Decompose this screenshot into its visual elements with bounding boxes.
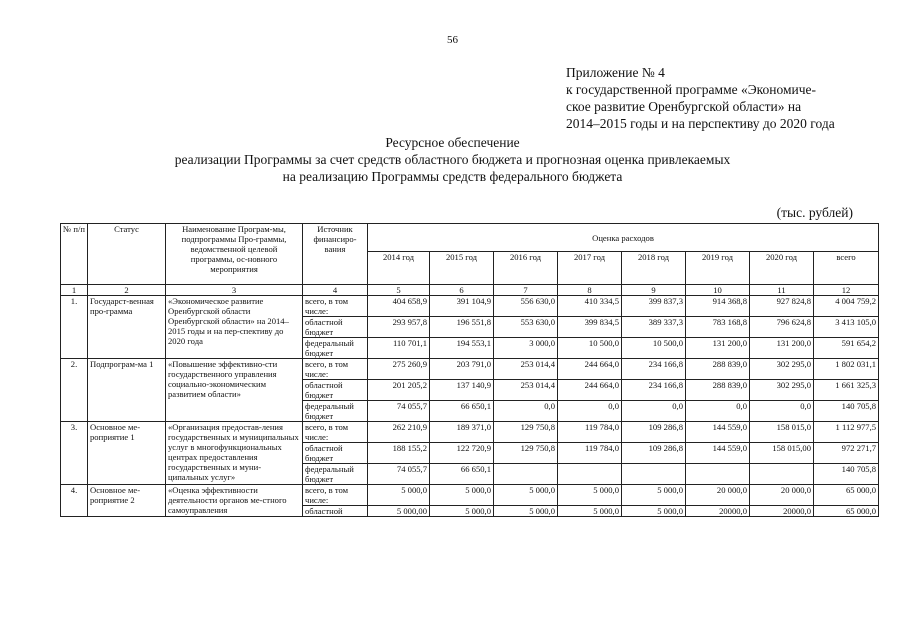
- column-number: 12: [814, 285, 879, 296]
- row-total: 140 705,8: [814, 464, 879, 485]
- row-value: 5 000,0: [558, 485, 622, 506]
- row-value: 404 658,9: [368, 296, 430, 317]
- row-value: 66 650,1: [430, 464, 494, 485]
- row-value: 10 500,0: [558, 338, 622, 359]
- header-year: 2014 год: [368, 252, 430, 285]
- row-value: 0,0: [622, 401, 686, 422]
- row-value: 914 368,8: [686, 296, 750, 317]
- table-row: [61, 422, 879, 443]
- row-source: федеральный бюджет: [303, 464, 368, 485]
- row-value: 109 286,8: [622, 422, 686, 443]
- row-value: 389 337,3: [622, 317, 686, 338]
- row-total: 65 000,0: [814, 506, 879, 517]
- row-source: всего, в том числе:: [303, 359, 368, 380]
- header-costs: Оценка расходов: [368, 224, 879, 252]
- row-number: 2.: [61, 359, 88, 422]
- header-year: 2017 год: [558, 252, 622, 285]
- row-value: 20 000,0: [686, 485, 750, 506]
- row-value: 0,0: [558, 401, 622, 422]
- row-value: 302 295,0: [750, 380, 814, 401]
- row-number: 3.: [61, 422, 88, 485]
- row-value: 5 000,0: [494, 485, 558, 506]
- row-value: 189 371,0: [430, 422, 494, 443]
- row-value: 5 000,0: [494, 506, 558, 517]
- column-number-row: [61, 285, 879, 296]
- row-value: 66 650,1: [430, 401, 494, 422]
- row-name: «Повышение эффективно-сти государственного управления социально-экономическим развитием области»: [166, 359, 303, 422]
- appendix-header: [566, 64, 866, 132]
- row-value: 203 791,0: [430, 359, 494, 380]
- row-status: Государст-венная про-грамма: [88, 296, 166, 359]
- table-row: [61, 485, 879, 506]
- row-value: 234 166,8: [622, 380, 686, 401]
- row-value: 131 200,0: [686, 338, 750, 359]
- appendix-line: ское развитие Оренбургской области» на: [566, 99, 802, 114]
- row-name: «Организация предостав-ления государственных и муниципальных услуг в многофункциональных центрах предоставления государственных и муни-ципальных услуг»: [166, 422, 303, 485]
- row-source: областной бюджет: [303, 380, 368, 401]
- column-number: 7: [494, 285, 558, 296]
- row-value: 196 551,8: [430, 317, 494, 338]
- row-value: 5 000,0: [430, 506, 494, 517]
- column-number: 9: [622, 285, 686, 296]
- appendix-line: 2014–2015 годы и на перспективу до 2020 года: [566, 116, 835, 131]
- column-number: 3: [166, 285, 303, 296]
- row-value: 74 055,7: [368, 401, 430, 422]
- row-value: 122 720,9: [430, 443, 494, 464]
- header-year: 2020 год: [750, 252, 814, 285]
- row-value: 129 750,8: [494, 443, 558, 464]
- row-source: всего, в том числе:: [303, 485, 368, 506]
- row-value: 288 839,0: [686, 380, 750, 401]
- header-year: 2019 год: [686, 252, 750, 285]
- row-source: федеральный бюджет: [303, 401, 368, 422]
- units-label: (тыс. рублей): [776, 205, 853, 220]
- row-name: «Экономическое развитие Оренбургской области Оренбургской области» на 2014–2015 годы и на пер-спективу до 2020 года: [166, 296, 303, 359]
- row-value: 131 200,0: [750, 338, 814, 359]
- row-value: 110 701,1: [368, 338, 430, 359]
- row-value: 244 664,0: [558, 359, 622, 380]
- resource-table: [60, 223, 879, 517]
- row-value: [622, 464, 686, 485]
- row-total: 4 004 759,2: [814, 296, 879, 317]
- row-source: всего, в том числе:: [303, 296, 368, 317]
- row-value: 253 014,4: [494, 380, 558, 401]
- resource-table-container: [60, 223, 878, 517]
- row-value: 119 784,0: [558, 443, 622, 464]
- row-status: Основное ме-роприятие 2: [88, 485, 166, 517]
- row-total: 1 661 325,3: [814, 380, 879, 401]
- row-value: 188 155,2: [368, 443, 430, 464]
- row-value: 109 286,8: [622, 443, 686, 464]
- title-line: Ресурсное обеспечение: [385, 135, 520, 150]
- row-source: федеральный бюджет: [303, 338, 368, 359]
- column-number: 10: [686, 285, 750, 296]
- column-number: 5: [368, 285, 430, 296]
- row-value: 137 140,9: [430, 380, 494, 401]
- row-value: 556 630,0: [494, 296, 558, 317]
- header-status: Статус: [88, 224, 166, 285]
- row-value: 293 957,8: [368, 317, 430, 338]
- row-value: 5 000,0: [622, 485, 686, 506]
- row-value: 0,0: [686, 401, 750, 422]
- row-source: всего, в том числе:: [303, 422, 368, 443]
- row-value: 5 000,0: [622, 506, 686, 517]
- row-value: 783 168,8: [686, 317, 750, 338]
- row-value: 0,0: [494, 401, 558, 422]
- row-total: 591 654,2: [814, 338, 879, 359]
- row-value: 74 055,7: [368, 464, 430, 485]
- row-value: 158 015,00: [750, 443, 814, 464]
- row-total: 140 705,8: [814, 401, 879, 422]
- table-body: [61, 296, 879, 517]
- row-value: 410 334,5: [558, 296, 622, 317]
- row-value: 144 559,0: [686, 422, 750, 443]
- page-number: 56: [447, 34, 458, 46]
- document-title: [60, 134, 845, 185]
- row-total: 972 271,7: [814, 443, 879, 464]
- row-value: 5 000,00: [368, 506, 430, 517]
- row-value: 5 000,0: [368, 485, 430, 506]
- row-value: 10 500,0: [622, 338, 686, 359]
- row-name: «Оценка эффективности деятельности органов ме-стного самоуправления: [166, 485, 303, 517]
- column-number: 1: [61, 285, 88, 296]
- column-number: 6: [430, 285, 494, 296]
- row-value: 201 205,2: [368, 380, 430, 401]
- header-name: Наименование Програм-мы, подпрограммы Про-граммы, ведомственной целевой программы, ос-новного мероприятия: [166, 224, 303, 285]
- row-value: 234 166,8: [622, 359, 686, 380]
- header-total: всего: [814, 252, 879, 285]
- row-source: областной бюджет: [303, 443, 368, 464]
- row-value: 5 000,0: [558, 506, 622, 517]
- appendix-line: к государственной программе «Экономиче-: [566, 82, 817, 97]
- row-source: областной: [303, 506, 368, 517]
- row-value: 20000,0: [686, 506, 750, 517]
- row-value: 796 624,8: [750, 317, 814, 338]
- row-value: [686, 464, 750, 485]
- row-value: 244 664,0: [558, 380, 622, 401]
- row-value: 20000,0: [750, 506, 814, 517]
- row-value: 553 630,0: [494, 317, 558, 338]
- row-value: 119 784,0: [558, 422, 622, 443]
- row-value: [750, 464, 814, 485]
- row-value: [558, 464, 622, 485]
- table-row: [61, 296, 879, 317]
- header-source: Источник финансиро-вания: [303, 224, 368, 285]
- column-number: 2: [88, 285, 166, 296]
- row-value: 399 834,5: [558, 317, 622, 338]
- table-row: [61, 359, 879, 380]
- row-value: 0,0: [750, 401, 814, 422]
- header-num: № п/п: [61, 224, 88, 285]
- column-number: 11: [750, 285, 814, 296]
- row-value: 927 824,8: [750, 296, 814, 317]
- row-value: 129 750,8: [494, 422, 558, 443]
- row-value: 262 210,9: [368, 422, 430, 443]
- row-value: 391 104,9: [430, 296, 494, 317]
- title-line: реализации Программы за счет средств областного бюджета и прогнозная оценка привлекаемых: [174, 152, 731, 167]
- row-value: 302 295,0: [750, 359, 814, 380]
- row-total: 65 000,0: [814, 485, 879, 506]
- row-number: 1.: [61, 296, 88, 359]
- row-value: 275 260,9: [368, 359, 430, 380]
- header-year: 2015 год: [430, 252, 494, 285]
- row-value: 3 000,0: [494, 338, 558, 359]
- row-value: [494, 464, 558, 485]
- row-number: 4.: [61, 485, 88, 517]
- header-year: 2016 год: [494, 252, 558, 285]
- row-value: 144 559,0: [686, 443, 750, 464]
- row-value: 194 553,1: [430, 338, 494, 359]
- row-value: 399 837,3: [622, 296, 686, 317]
- row-value: 20 000,0: [750, 485, 814, 506]
- row-status: Основное ме-роприятие 1: [88, 422, 166, 485]
- row-value: 158 015,0: [750, 422, 814, 443]
- row-total: 3 413 105,0: [814, 317, 879, 338]
- row-total: 1 802 031,1: [814, 359, 879, 380]
- appendix-line: Приложение № 4: [566, 65, 665, 80]
- row-value: 253 014,4: [494, 359, 558, 380]
- column-number: 8: [558, 285, 622, 296]
- column-number: 4: [303, 285, 368, 296]
- row-source: областной бюджет: [303, 317, 368, 338]
- header-year: 2018 год: [622, 252, 686, 285]
- row-status: Подпрограм-ма 1: [88, 359, 166, 422]
- row-value: 5 000,0: [430, 485, 494, 506]
- title-line: на реализацию Программы средств федерального бюджета: [282, 169, 623, 184]
- row-total: 1 112 977,5: [814, 422, 879, 443]
- row-value: 288 839,0: [686, 359, 750, 380]
